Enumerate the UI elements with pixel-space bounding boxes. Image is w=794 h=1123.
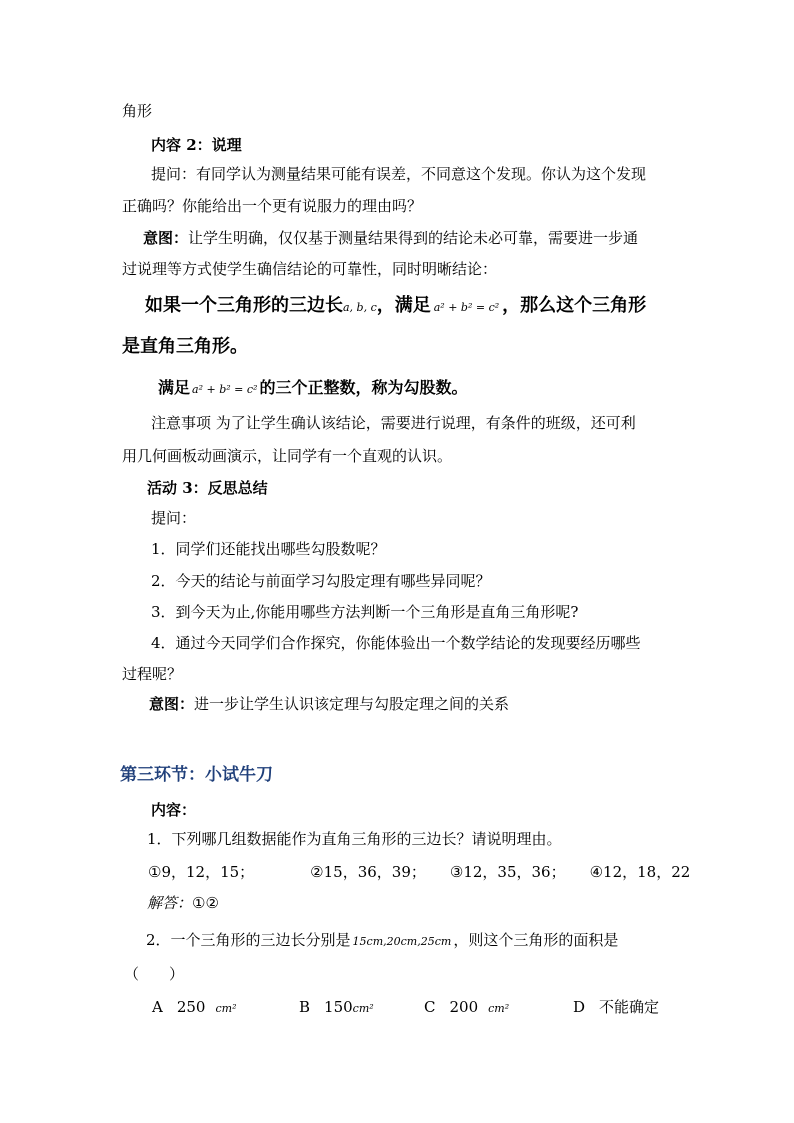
theorem-text: 如果一个三角形的三边长 xyxy=(145,295,343,316)
definition-text: 满足 xyxy=(158,378,191,397)
answer-value: ①② xyxy=(192,894,219,912)
choice-unit: cm² xyxy=(215,1002,237,1015)
intent-text: 让学生明确，仅仅基于测量结果得到的结论未必可靠，需要进一步通 xyxy=(188,229,639,247)
text-line: 注意事项 为了让学生确认该结论，需要进行说理，有条件的班级，还可利 xyxy=(151,414,636,432)
option: ③12，35，36； xyxy=(449,863,566,881)
question-1: 1．下列哪几组数据能作为直角三角形的三边长？请说明理由。 xyxy=(147,830,562,848)
list-item: 4．通过今天同学们合作探究，你能体验出一个数学结论的发现要经历哪些 xyxy=(151,634,641,652)
choice-b xyxy=(299,997,374,1019)
intent-text: 进一步让学生认识该定理与勾股定理之间的关系 xyxy=(194,695,510,713)
choice-c xyxy=(424,997,509,1019)
choice-value: 200 xyxy=(449,998,479,1016)
math-sides: a, b, c xyxy=(343,301,377,314)
text-line: 正确吗？你能给出一个更有说服力的理由吗？ xyxy=(122,197,423,215)
intent-paragraph xyxy=(143,228,638,248)
option: ①9，12，15； xyxy=(148,863,255,881)
question-text: ，则这个三角形的面积是 xyxy=(453,931,619,949)
answer-blank: （ ） xyxy=(124,965,185,983)
theorem-statement: 是直角三角形。 xyxy=(122,336,248,357)
choice-a xyxy=(152,997,237,1019)
choice-value: 不能确定 xyxy=(599,998,660,1016)
choice-unit: cm² xyxy=(488,1002,510,1015)
text-line: 过程呢？ xyxy=(122,665,183,683)
text-line: 角形 xyxy=(122,102,153,120)
math-equation: a² + b² = c² xyxy=(192,383,258,396)
question-2 xyxy=(146,930,618,952)
choice-value: 250 xyxy=(176,998,206,1016)
answer-label: 解答： xyxy=(147,894,193,912)
intent-label: 意图： xyxy=(143,229,189,247)
section-heading: 第三环节：小试牛刀 xyxy=(120,765,273,785)
choice-letter: B xyxy=(299,998,311,1016)
content-label: 内容： xyxy=(151,801,197,819)
list-item: 3．到今天为止,你能用哪些方法判断一个三角形是直角三角形呢? xyxy=(151,603,579,621)
question-text: 2．一个三角形的三边长分别是 xyxy=(146,931,351,949)
text-line: 提问： xyxy=(151,509,197,527)
text-line: 过说理等方式使学生确信结论的可靠性，同时明晰结论： xyxy=(122,260,498,278)
activity-label: 活动 3：反思总结 xyxy=(147,479,268,497)
text-line: 提问：有同学认为测量结果可能有误差，不同意这个发现。你认为这个发现 xyxy=(151,165,647,183)
choice-letter: C xyxy=(424,998,436,1016)
intent-label: 意图： xyxy=(149,695,195,713)
choice-d xyxy=(573,997,659,1017)
definition-text: 的三个正整数，称为勾股数。 xyxy=(259,378,468,397)
intent-paragraph xyxy=(149,694,509,714)
theorem-text: ，那么这个三角形 xyxy=(502,295,647,316)
definition-statement xyxy=(158,377,467,401)
option: ②15，36，39； xyxy=(310,863,426,881)
list-item: 1．同学们还能找出哪些勾股数呢？ xyxy=(151,540,386,558)
math-sides: 15cm,20cm,25cm xyxy=(352,935,452,948)
math-equation: a² + b² = c² xyxy=(433,301,500,314)
text-line: 用几何画板动画演示，让同学有一个直观的认识。 xyxy=(122,447,453,465)
answer-line xyxy=(147,893,219,913)
choice-value: 150 xyxy=(324,998,353,1016)
choice-letter: D xyxy=(573,998,586,1016)
theorem-text: ，满足 xyxy=(376,295,431,316)
choice-letter: A xyxy=(152,998,163,1016)
list-item: 2．今天的结论与前面学习勾股定理有哪些异同呢？ xyxy=(151,572,491,590)
question-1-options xyxy=(148,862,690,882)
subsection-label: 内容 2：说理 xyxy=(151,136,242,154)
option: ④12，18，22 xyxy=(589,863,691,881)
choice-unit: cm² xyxy=(352,1002,374,1015)
theorem-statement xyxy=(145,294,646,320)
